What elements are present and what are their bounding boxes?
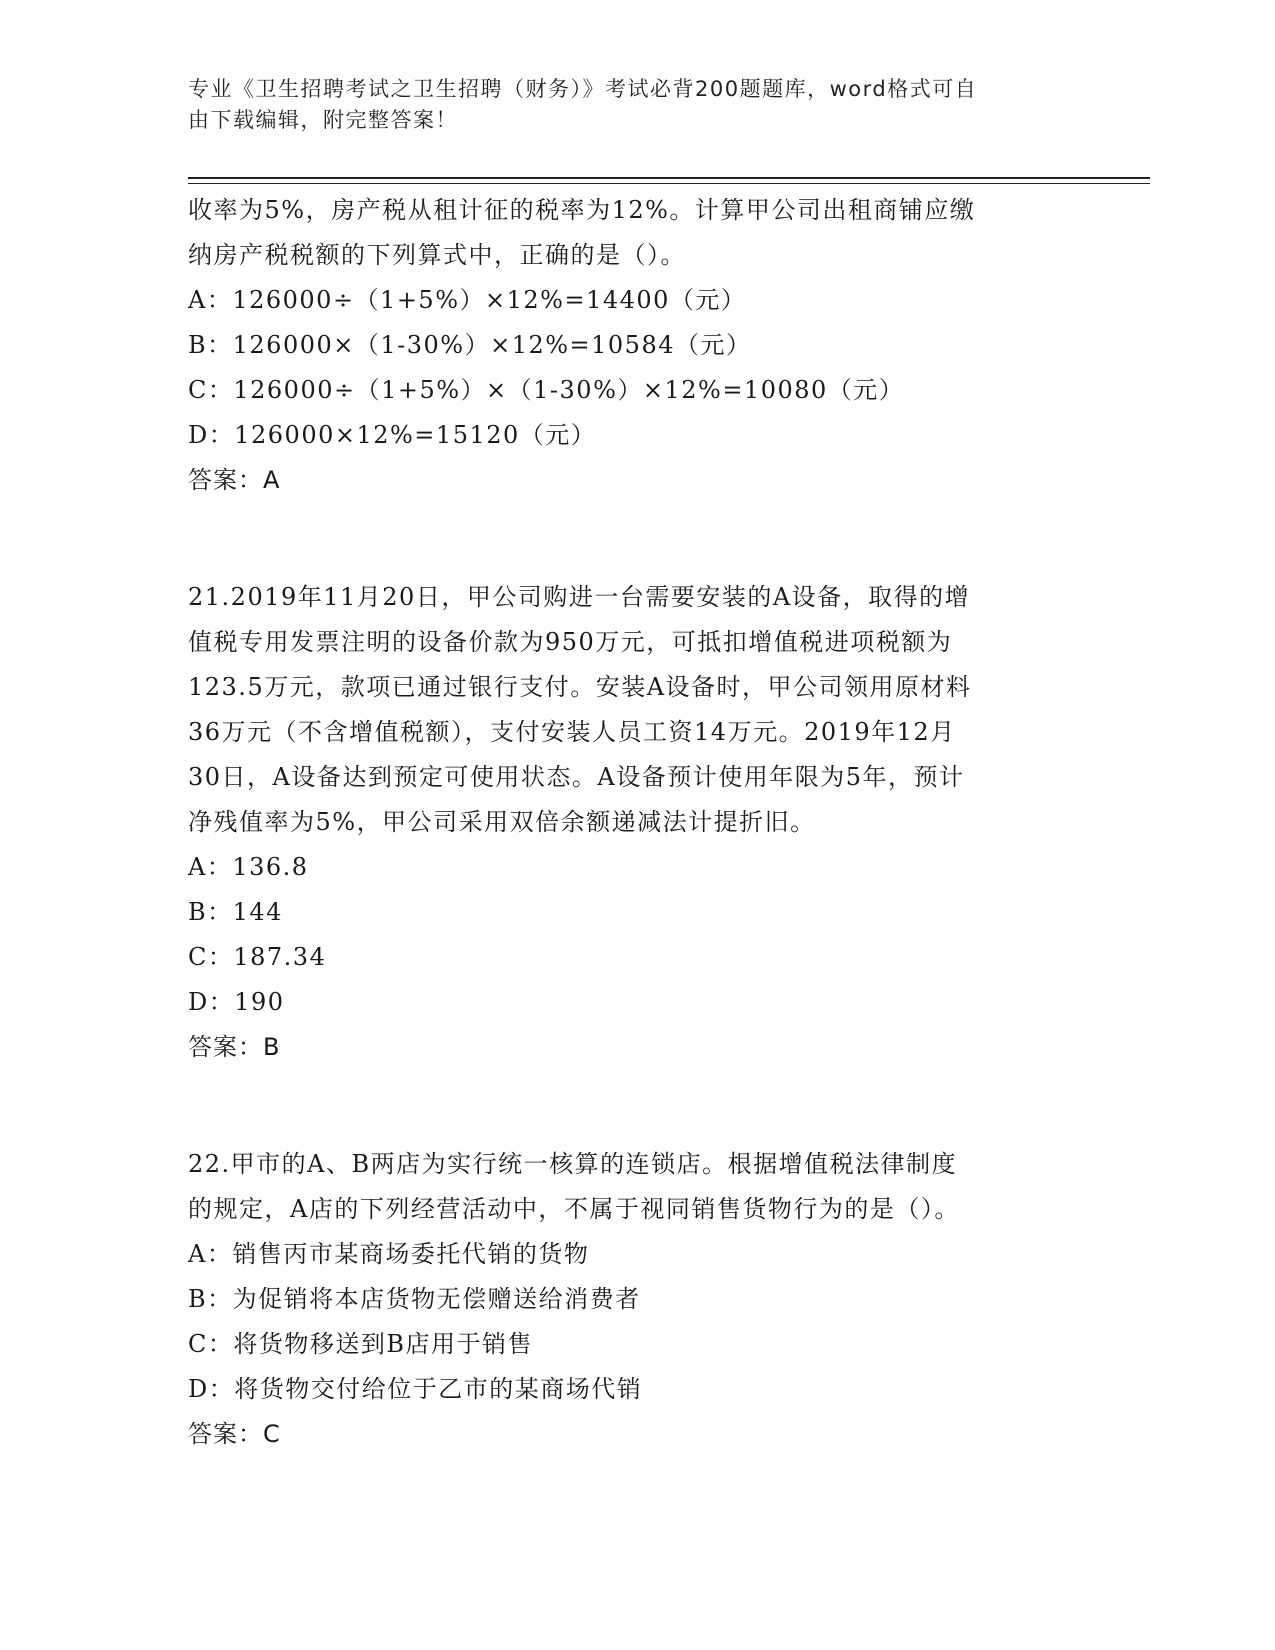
option-d: D：190 [188, 988, 285, 1016]
question-stem-line: 值税专用发票注明的设备价款为950万元，可抵扣增值税进项税额为 [188, 628, 953, 656]
question-block [188, 575, 1088, 1070]
option-c: C：187.34 [188, 943, 327, 971]
option-a: A：销售丙市某商场委托代销的货物 [188, 1240, 590, 1268]
question-spacer [188, 503, 1088, 575]
question-stem-line: 21.2019年11月20日，甲公司购进一台需要安装的A设备，取得的增 [188, 583, 971, 611]
answer-line: 答案：C [188, 1420, 281, 1448]
option-c: C：将货物移送到B店用于销售 [188, 1330, 533, 1358]
question-stem-line: 的规定，A店的下列经营活动中，不属于视同销售货物行为的是（）。 [188, 1195, 960, 1223]
option-a: A：136.8 [188, 853, 309, 881]
question-block [188, 188, 1088, 503]
option-b: B：144 [188, 898, 283, 926]
answer-line: 答案：A [188, 466, 281, 494]
header-line-1: 专业《卫生招聘考试之卫生招聘（财务）》考试必背200题题库，word格式可自 [188, 77, 978, 101]
question-stem-line: 收率为5%，房产税从租计征的税率为12%。计算甲公司出租商铺应缴 [188, 196, 976, 224]
question-stem-line: 净残值率为5%，甲公司采用双倍余额递减法计提折旧。 [188, 808, 816, 836]
option-d: D：126000×12%=15120（元） [188, 421, 597, 449]
option-b: B：126000×（1-30%）×12%=10584（元） [188, 331, 752, 359]
question-stem-line: 30日，A设备达到预定可使用状态。A设备预计使用年限为5年，预计 [188, 763, 965, 791]
question-stem-line: 123.5万元，款项已通过银行支付。安装A设备时，甲公司领用原材料 [188, 673, 972, 701]
header-line-2: 由下载编辑，附完整答案！ [188, 108, 458, 132]
question-block [188, 1142, 1088, 1457]
question-stem-line: 36万元（不含增值税额），支付安装人员工资14万元。2019年12月 [188, 718, 956, 746]
question-stem-line: 22.甲市的A、B两店为实行统一核算的连锁店。根据增值税法律制度 [188, 1150, 958, 1178]
header-divider-thick [188, 177, 1150, 179]
header-divider-thin [188, 183, 1150, 184]
option-c: C：126000÷（1+5%）×（1-30%）×12%=10080（元） [188, 376, 905, 404]
document-body [188, 188, 1088, 1457]
option-a: A：126000÷（1+5%）×12%=14400（元） [188, 286, 747, 314]
option-b: B：为促销将本店货物无偿赠送给消费者 [188, 1285, 641, 1313]
option-d: D：将货物交付给位于乙市的某商场代销 [188, 1375, 643, 1403]
question-stem-line: 纳房产税税额的下列算式中，正确的是（）。 [188, 241, 686, 269]
page-header [188, 74, 1088, 136]
answer-line: 答案：B [188, 1033, 281, 1061]
question-spacer [188, 1070, 1088, 1142]
